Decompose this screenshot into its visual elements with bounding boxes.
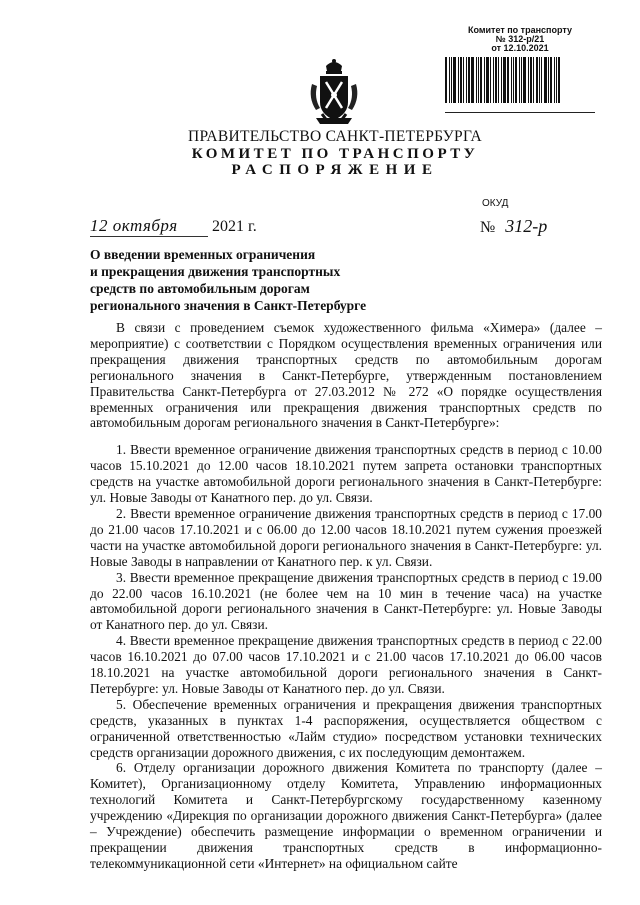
registration-stamp bbox=[445, 26, 595, 103]
barcode bbox=[445, 57, 595, 103]
barcode-bar bbox=[558, 57, 560, 103]
clause-4: 4. Ввести временное прекращение движения транспортных средств в период с 22.00 часов 16.10.2021 до 07.00 часов 17.10.2021 и с 21.00 часов 17.10.2021 до 06.00 часов 18.10.2021 на участке автомобильной дороги регионального значения в Санкт-Петербурге: ул. Новые Заводы от Канатного пер. до ул. Связи. bbox=[90, 633, 602, 696]
barcode-bar bbox=[478, 57, 479, 103]
document-number bbox=[480, 216, 547, 237]
barcode-bar bbox=[460, 57, 462, 103]
barcode-bar bbox=[528, 57, 529, 103]
stamp-number: № 312-р/21 bbox=[495, 34, 545, 44]
barcode-bar bbox=[513, 57, 514, 103]
barcode-bar bbox=[490, 57, 491, 103]
barcode-bar bbox=[530, 57, 532, 103]
stamp-rule bbox=[445, 112, 595, 113]
clause-6: 6. Отделу организации дорожного движения Комитета по транспорту (далее – Комитет), Организационному отделу Комитета, Управлению информационных технологий Комитета и Санкт-Петербургскому государственному казенному учреждению «Дирекция по организации дорожного движения Санкт-Петербурга» (далее – Учреждение) обеспечить размещение информации о временном ограничении и прекращении движения транспортных средств в информационно-телекоммуникационной сети «Интернет» на официальном сайте bbox=[90, 760, 602, 871]
barcode-bar bbox=[480, 57, 482, 103]
subject-line: О введении временных ограничения bbox=[90, 247, 316, 262]
barcode-bar bbox=[471, 57, 474, 103]
document-date bbox=[90, 216, 257, 237]
barcode-bar bbox=[544, 57, 547, 103]
barcode-bar bbox=[539, 57, 540, 103]
barcode-bar bbox=[501, 57, 502, 103]
barcode-bar bbox=[550, 57, 552, 103]
clause-1: 1. Ввести временное ограничение движения транспортных средств в период с 10.00 часов 15.10.2021 до 12.00 часов 18.10.2021 путем запрета остановки транспортных средств на участке автомобильной дороги регионального значения в Санкт-Петербурге: ул. Новые Заводы от Канатного пер. до ул. Связи. bbox=[90, 442, 602, 506]
barcode-bar bbox=[519, 57, 520, 103]
barcode-bar bbox=[463, 57, 464, 103]
barcode-bar bbox=[484, 57, 485, 103]
barcode-bar bbox=[533, 57, 534, 103]
date-year: 2021 г. bbox=[212, 218, 257, 235]
barcode-bar bbox=[445, 57, 447, 103]
coat-of-arms-icon bbox=[308, 58, 360, 130]
barcode-bar bbox=[541, 57, 542, 103]
barcode-bar bbox=[556, 57, 557, 103]
handwritten-date: 12 октября bbox=[90, 216, 208, 237]
stamp-date: от 12.10.2021 bbox=[491, 43, 549, 53]
clause-2: 2. Ввести временное ограничение движения транспортных средств в период с 17.00 до 21.00 часов 17.10.2021 и с 06.00 до 12.00 часов 18.10.2021 путем сужения проезжей части на участке автомобильной дороги регионального значения в Санкт-Петербурге: ул. Новые Заводы в направлении от Канатного пер. к ул. Связи. bbox=[90, 505, 602, 569]
barcode-bar bbox=[458, 57, 459, 103]
barcode-bar bbox=[486, 57, 489, 103]
barcode-bar bbox=[495, 57, 497, 103]
barcode-bar bbox=[507, 57, 509, 103]
barcode-bar bbox=[511, 57, 512, 103]
barcode-bar bbox=[451, 57, 452, 103]
barcode-bar bbox=[468, 57, 470, 103]
barcode-bar bbox=[498, 57, 499, 103]
barcode-bar bbox=[476, 57, 477, 103]
barcode-bar bbox=[536, 57, 538, 103]
government-title: ПРАВИТЕЛЬСТВО САНКТ-ПЕТЕРБУРГА bbox=[187, 128, 483, 145]
clause-3: 3. Ввести временное прекращение движения транспортных средств в период с 19.00 до 22.00 часов 16.10.2021 (не более чем на 10 мин в течение часа) на участке автомобильной дороги регионального значения в Санкт-Петербурге: ул. Новые Заводы от Канатного пер. до ул. Связи. bbox=[90, 569, 602, 633]
barcode-bar bbox=[503, 57, 506, 103]
barcode-bar bbox=[521, 57, 522, 103]
committee-title: КОМИТЕТ ПО ТРАНСПОРТУ bbox=[191, 146, 479, 162]
barcode-bar bbox=[515, 57, 517, 103]
barcode-bar bbox=[449, 57, 450, 103]
barcode-bar bbox=[523, 57, 526, 103]
preamble-paragraph: В связи с проведением съемок художественного фильма «Химера» (далее – мероприятие) с соответствии с Порядком осуществления временных ограничения или прекращения движения транспортных средств по автомобильным дорогам регионального значения в Санкт-Петербурге, утвержденным постановлением Правительства Санкт-Петербурга от 27.03.2012 № 272 «О порядке осуществления временных ограничения или прекращения движения транспортных средств по автомобильным дорогам регионального значения в Санкт-Петербурге»: bbox=[90, 320, 602, 431]
subject-line: регионального значения в Санкт-Петербурге bbox=[90, 298, 367, 313]
subject-line: средств по автомобильным дорогам bbox=[90, 281, 310, 296]
handwritten-number: 312-р bbox=[505, 216, 548, 236]
barcode-bar bbox=[493, 57, 494, 103]
barcode-bar bbox=[554, 57, 555, 103]
document-type-title: РАСПОРЯЖЕНИЕ bbox=[231, 162, 439, 178]
barcode-bar bbox=[466, 57, 467, 103]
subject-line: и прекращения движения транспортных bbox=[90, 264, 341, 279]
okud-label: ОКУД bbox=[482, 198, 509, 209]
barcode-bar bbox=[453, 57, 456, 103]
document-subject bbox=[90, 246, 366, 314]
barcode-bar bbox=[548, 57, 549, 103]
clause-5: 5. Обеспечение временных ограничения и прекращения движения транспортных средств, указанных в пунктах 1-4 распоряжения, осуществляется обществом с ограниченной ответственностью «Лайм студио» посредством установки технических средств организации дорожного движения, с их последующим демонтажем. bbox=[90, 696, 602, 760]
number-sign: № bbox=[480, 219, 496, 236]
stamp-committee: Комитет по транспорту bbox=[467, 25, 572, 35]
document-body bbox=[90, 320, 602, 872]
